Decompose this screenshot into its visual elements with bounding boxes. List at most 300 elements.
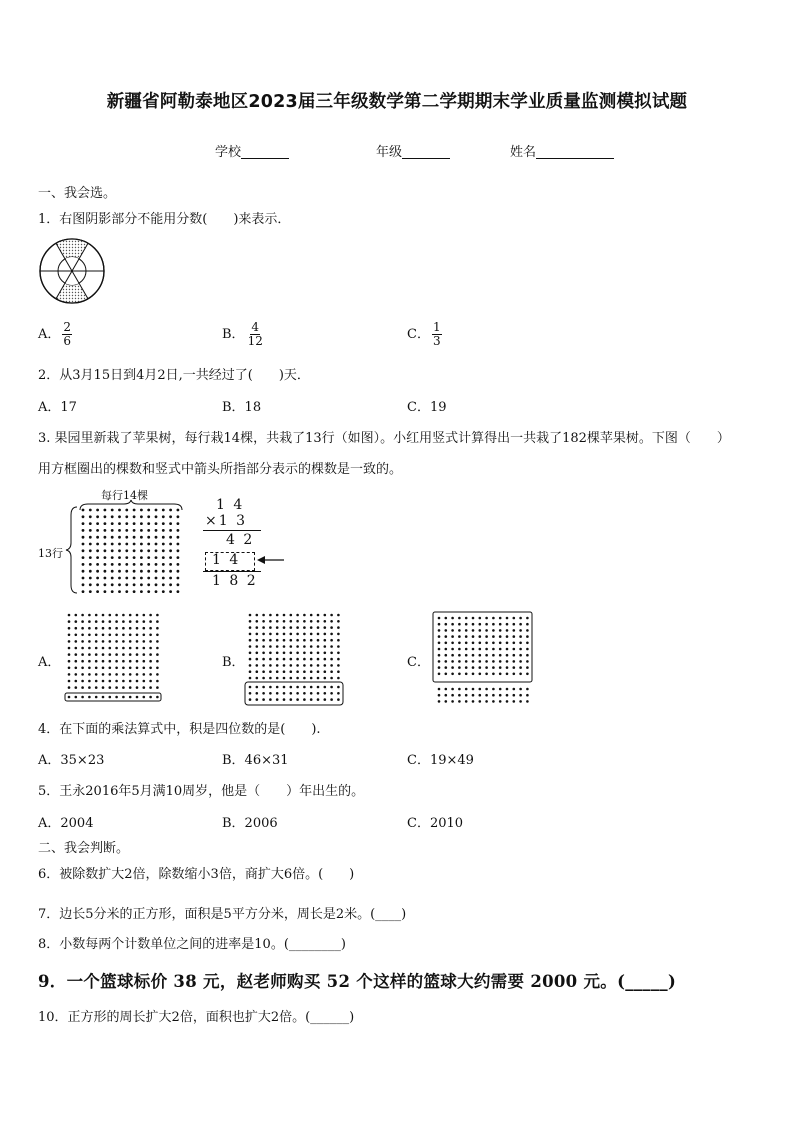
tree-dot xyxy=(111,563,114,566)
tree-dot xyxy=(96,549,99,552)
tree-dot xyxy=(68,696,71,699)
tree-dot xyxy=(256,614,259,617)
tree-dot xyxy=(162,577,165,580)
tree-dot xyxy=(290,686,293,689)
tree-dot xyxy=(140,529,143,532)
tree-dot xyxy=(147,570,150,573)
tree-dot xyxy=(499,694,502,697)
tree-dot xyxy=(438,642,441,645)
tree-dot xyxy=(82,522,85,525)
q1-option-a[interactable]: A． $\frac{2}{6}$ xyxy=(38,320,72,348)
tree-dot xyxy=(472,623,475,626)
tree-dot xyxy=(310,686,313,689)
question-9: 9．一个篮球标价 38 元，赵老师购买 52 个这样的篮球大约需要 2000 元。(_____) xyxy=(38,972,677,991)
tree-dot xyxy=(310,620,313,623)
tree-dot xyxy=(102,660,105,663)
school-field[interactable] xyxy=(215,141,289,160)
tree-dot xyxy=(133,529,136,532)
q3-option-a[interactable]: A． xyxy=(38,655,61,670)
name-label: 姓名 xyxy=(510,145,537,160)
tree-dot xyxy=(485,642,488,645)
tree-dot xyxy=(111,543,114,546)
tree-dot xyxy=(95,614,98,617)
tree-dot xyxy=(81,614,84,617)
tree-dot xyxy=(140,543,143,546)
tree-dot xyxy=(95,673,98,676)
tree-dot xyxy=(125,522,128,525)
tree-dot xyxy=(438,654,441,657)
tree-dot xyxy=(109,614,112,617)
tree-dot xyxy=(162,583,165,586)
tree-dot xyxy=(177,509,180,512)
tree-dot xyxy=(283,698,286,701)
q1-option-c[interactable]: C． $\frac{1}{3}$ xyxy=(407,320,441,348)
tree-dot xyxy=(269,677,272,680)
tree-dot xyxy=(156,660,159,663)
q3-option-c[interactable]: C． xyxy=(407,655,430,670)
tree-dot xyxy=(111,536,114,539)
tree-dot xyxy=(125,563,128,566)
tree-dot xyxy=(290,620,293,623)
tree-dot xyxy=(506,673,509,676)
tree-dot xyxy=(337,626,340,629)
tree-dot xyxy=(68,640,71,643)
tree-dot xyxy=(451,648,454,651)
tree-dot xyxy=(269,698,272,701)
tree-dot xyxy=(499,700,502,703)
tree-dot xyxy=(526,617,529,620)
q3-option-b-grid[interactable] xyxy=(244,611,344,707)
tree-dot xyxy=(438,700,441,703)
tree-dot xyxy=(485,700,488,703)
tree-dot xyxy=(115,640,118,643)
q3-option-b[interactable]: B． xyxy=(222,655,245,670)
tree-dot xyxy=(143,653,146,656)
tree-dot xyxy=(303,626,306,629)
tree-dot xyxy=(283,645,286,648)
tree-dot xyxy=(513,673,516,676)
tree-dot xyxy=(82,515,85,518)
tree-dot xyxy=(310,614,313,617)
tree-dot xyxy=(438,694,441,697)
tree-dot xyxy=(438,629,441,632)
tree-dot xyxy=(249,692,252,695)
tree-dot xyxy=(296,677,299,680)
q5-option-c[interactable]: C．2010 xyxy=(407,816,464,831)
tree-dot xyxy=(89,515,92,518)
tree-dot xyxy=(492,654,495,657)
rows-label: 13行 xyxy=(38,547,63,560)
tree-dot xyxy=(109,620,112,623)
tree-dot xyxy=(445,700,448,703)
tree-dot xyxy=(129,634,132,637)
tree-dot xyxy=(143,673,146,676)
tree-dot xyxy=(140,583,143,586)
tree-dot xyxy=(136,640,139,643)
tree-dot xyxy=(169,570,172,573)
tree-dot xyxy=(310,633,313,636)
tree-dot xyxy=(519,629,522,632)
tree-dot xyxy=(492,642,495,645)
tree-dot xyxy=(125,509,128,512)
tree-dot xyxy=(118,549,121,552)
tree-dot xyxy=(324,686,327,689)
tree-dot xyxy=(104,570,107,573)
q1-option-b[interactable]: B． $\frac{4}{12}$ xyxy=(222,320,263,348)
tree-dot xyxy=(177,577,180,580)
q4-option-b[interactable]: B．46×31 xyxy=(222,753,289,768)
tree-dot xyxy=(129,667,132,670)
tree-dot xyxy=(143,686,146,689)
tree-dot xyxy=(75,673,78,676)
tree-dot xyxy=(68,686,71,689)
tree-dot xyxy=(330,670,333,673)
tree-dot xyxy=(458,673,461,676)
tree-dot xyxy=(109,696,112,699)
tree-dot xyxy=(156,634,159,637)
tree-dot xyxy=(472,660,475,663)
tree-dot xyxy=(136,680,139,683)
tree-dot xyxy=(111,577,114,580)
tree-dot xyxy=(492,673,495,676)
tree-dot xyxy=(519,660,522,663)
tree-dot xyxy=(125,577,128,580)
tree-dot xyxy=(492,617,495,620)
tree-dot xyxy=(492,694,495,697)
q3-option-c-grid[interactable] xyxy=(432,611,534,707)
question-8: 8．小数每两个计数单位之间的进率是10。(________) xyxy=(38,937,346,952)
tree-dot xyxy=(269,614,272,617)
tree-dot xyxy=(303,614,306,617)
tree-dot xyxy=(81,696,84,699)
tree-dot xyxy=(136,647,139,650)
tree-dot xyxy=(149,614,152,617)
tree-dot xyxy=(96,515,99,518)
tree-dot xyxy=(82,577,85,580)
tree-dot xyxy=(269,670,272,673)
tree-dot xyxy=(89,590,92,593)
q2-option-a[interactable]: A．17 xyxy=(38,400,77,415)
q2-option-b[interactable]: B．18 xyxy=(222,400,262,415)
tree-dot xyxy=(337,645,340,648)
grade-field[interactable] xyxy=(376,141,450,160)
tree-dot xyxy=(276,626,279,629)
tree-dot xyxy=(276,645,279,648)
tree-dot xyxy=(499,666,502,669)
tree-dot xyxy=(88,680,91,683)
tree-dot xyxy=(82,536,85,539)
tree-dot xyxy=(122,614,125,617)
tree-dot xyxy=(136,660,139,663)
tree-dot xyxy=(75,634,78,637)
tree-dot xyxy=(451,688,454,691)
tree-dot xyxy=(445,660,448,663)
tree-dot xyxy=(465,654,468,657)
tree-dot xyxy=(479,635,482,638)
tree-dot xyxy=(513,688,516,691)
tree-dot xyxy=(162,590,165,593)
tree-dot xyxy=(337,686,340,689)
tree-dot xyxy=(143,620,146,623)
tree-dot xyxy=(526,694,529,697)
tree-dot xyxy=(262,652,265,655)
tree-dot xyxy=(102,620,105,623)
tree-dot xyxy=(262,670,265,673)
tree-dot xyxy=(125,590,128,593)
tree-dot xyxy=(111,515,114,518)
q5-option-b[interactable]: B．2006 xyxy=(222,816,278,831)
tree-dot xyxy=(102,634,105,637)
tree-dot xyxy=(115,667,118,670)
q5-option-a[interactable]: A．2004 xyxy=(38,816,94,831)
tree-dot xyxy=(499,660,502,663)
tree-dot xyxy=(68,667,71,670)
tree-dot xyxy=(75,696,78,699)
question-3-line1: 3. 果园里新栽了苹果树，每行栽14棵，共栽了13行（如图）。小红用竖式计算得出一共栽了182棵苹果树。下图（ ） xyxy=(38,431,730,446)
tree-dot xyxy=(330,633,333,636)
tree-dot xyxy=(155,583,158,586)
tree-dot xyxy=(499,635,502,638)
tree-dot xyxy=(317,620,320,623)
tree-dot xyxy=(262,698,265,701)
tree-dot xyxy=(118,509,121,512)
selection-box xyxy=(433,612,532,682)
tree-dot xyxy=(68,680,71,683)
tree-dot xyxy=(296,652,299,655)
tree-dot xyxy=(296,670,299,673)
name-field[interactable] xyxy=(510,141,614,160)
tree-dot xyxy=(317,664,320,667)
tree-dot xyxy=(479,648,482,651)
tree-dot xyxy=(118,543,121,546)
tree-dot xyxy=(303,645,306,648)
tree-dot xyxy=(324,614,327,617)
tree-dot xyxy=(140,515,143,518)
tree-dot xyxy=(249,698,252,701)
tree-dot xyxy=(111,549,114,552)
tree-dot xyxy=(162,522,165,525)
q4-option-a[interactable]: A．35×23 xyxy=(38,753,105,768)
tree-dot xyxy=(256,626,259,629)
tree-dot xyxy=(485,635,488,638)
tree-dot xyxy=(458,688,461,691)
tree-dot xyxy=(133,577,136,580)
tree-dot xyxy=(269,692,272,695)
tree-dot xyxy=(96,556,99,559)
tree-dot xyxy=(526,635,529,638)
section-1-heading: 一、我会选。 xyxy=(38,186,117,201)
tree-dot xyxy=(283,664,286,667)
tree-dot xyxy=(88,614,91,617)
tree-dot xyxy=(337,664,340,667)
tree-dot xyxy=(136,686,139,689)
tree-dot xyxy=(169,522,172,525)
tree-dot xyxy=(136,614,139,617)
tree-dot xyxy=(89,583,92,586)
tree-dot xyxy=(303,664,306,667)
tree-dot xyxy=(68,627,71,630)
tree-dot xyxy=(330,677,333,680)
tree-dot xyxy=(177,583,180,586)
tree-dot xyxy=(479,666,482,669)
tree-dot xyxy=(75,614,78,617)
tree-dot xyxy=(104,543,107,546)
tree-dot xyxy=(149,647,152,650)
tree-dot xyxy=(156,647,159,650)
tree-dot xyxy=(465,635,468,638)
tree-dot xyxy=(337,614,340,617)
q3-option-a-grid[interactable] xyxy=(64,611,162,703)
tree-dot xyxy=(102,614,105,617)
tree-dot xyxy=(465,688,468,691)
per-row-label: 每行14棵 xyxy=(101,489,148,502)
tree-dot xyxy=(290,698,293,701)
tree-dot xyxy=(136,620,139,623)
tree-dot xyxy=(330,614,333,617)
tree-dot xyxy=(526,660,529,663)
tree-dot xyxy=(519,700,522,703)
tree-dot xyxy=(155,577,158,580)
tree-dot xyxy=(317,639,320,642)
tree-dot xyxy=(276,633,279,636)
tree-dot xyxy=(451,694,454,697)
tree-dot xyxy=(492,629,495,632)
tree-dot xyxy=(290,677,293,680)
tree-dot xyxy=(499,642,502,645)
tree-dot xyxy=(296,626,299,629)
tree-dot xyxy=(324,677,327,680)
tree-dot xyxy=(249,639,252,642)
tree-dot xyxy=(125,570,128,573)
tree-dot xyxy=(75,680,78,683)
tree-dot xyxy=(479,688,482,691)
tree-dot xyxy=(492,635,495,638)
tree-dot xyxy=(445,642,448,645)
tree-dot xyxy=(169,509,172,512)
tree-dot xyxy=(458,635,461,638)
q4-option-c[interactable]: C．19×49 xyxy=(407,753,474,768)
tree-dot xyxy=(458,700,461,703)
tree-dot xyxy=(506,642,509,645)
tree-dot xyxy=(458,629,461,632)
tree-dot xyxy=(290,626,293,629)
calc-result: 1 8 2 xyxy=(212,573,258,589)
tree-dot xyxy=(122,653,125,656)
tree-dot xyxy=(122,627,125,630)
tree-dot xyxy=(95,640,98,643)
tree-dot xyxy=(310,664,313,667)
tree-dot xyxy=(95,696,98,699)
tree-dot xyxy=(82,570,85,573)
tree-dot xyxy=(115,627,118,630)
tree-dot xyxy=(104,515,107,518)
tree-dot xyxy=(283,658,286,661)
tree-dot xyxy=(276,677,279,680)
tree-dot xyxy=(133,509,136,512)
tree-dot xyxy=(118,583,121,586)
tree-dot xyxy=(438,617,441,620)
tree-dot xyxy=(438,635,441,638)
tree-dot xyxy=(276,620,279,623)
calc-line-1 xyxy=(203,530,261,531)
tree-dot xyxy=(513,635,516,638)
tree-dot xyxy=(122,673,125,676)
tree-dot xyxy=(68,647,71,650)
tree-dot xyxy=(256,670,259,673)
tree-dot xyxy=(143,627,146,630)
tree-dot xyxy=(169,577,172,580)
tree-dot xyxy=(125,543,128,546)
tree-dot xyxy=(155,563,158,566)
tree-dot xyxy=(102,627,105,630)
tree-dot xyxy=(256,686,259,689)
tree-dot xyxy=(95,660,98,663)
tree-dot xyxy=(262,645,265,648)
tree-dot xyxy=(129,627,132,630)
tree-dot xyxy=(140,536,143,539)
tree-dot xyxy=(115,673,118,676)
tree-dot xyxy=(169,536,172,539)
tree-dot xyxy=(118,577,121,580)
tree-dot xyxy=(296,658,299,661)
tree-dot xyxy=(147,509,150,512)
tree-dot xyxy=(324,639,327,642)
tree-dot xyxy=(143,640,146,643)
tree-dot xyxy=(155,590,158,593)
tree-dot xyxy=(129,614,132,617)
tree-dot xyxy=(296,664,299,667)
tree-dot xyxy=(337,670,340,673)
tree-dot xyxy=(269,620,272,623)
tree-dot xyxy=(88,667,91,670)
tree-dot xyxy=(317,677,320,680)
tree-dot xyxy=(337,658,340,661)
tree-dot xyxy=(276,698,279,701)
tree-dot xyxy=(451,654,454,657)
tree-dot xyxy=(118,536,121,539)
tree-dot xyxy=(485,629,488,632)
tree-dot xyxy=(317,626,320,629)
tree-dot xyxy=(506,660,509,663)
tree-dot xyxy=(472,648,475,651)
tree-dot xyxy=(472,666,475,669)
tree-dot xyxy=(82,583,85,586)
tree-dot xyxy=(330,652,333,655)
tree-dot xyxy=(472,642,475,645)
tree-dot xyxy=(147,583,150,586)
tree-dot xyxy=(143,634,146,637)
tree-dot xyxy=(162,563,165,566)
tree-dot xyxy=(149,620,152,623)
tree-dot xyxy=(96,543,99,546)
tree-dot xyxy=(492,623,495,626)
tree-dot xyxy=(330,626,333,629)
tree-dot xyxy=(513,629,516,632)
tree-dot xyxy=(249,670,252,673)
q2-option-c[interactable]: C．19 xyxy=(407,400,447,415)
tree-dot xyxy=(506,617,509,620)
tree-dot xyxy=(506,635,509,638)
selection-box xyxy=(245,682,343,705)
tree-dot xyxy=(303,652,306,655)
tree-dot xyxy=(438,673,441,676)
tree-dot xyxy=(485,666,488,669)
tree-dot xyxy=(485,617,488,620)
tree-dot xyxy=(109,667,112,670)
tree-dot xyxy=(140,570,143,573)
question-2: 2．从3月15日到4月2日,一共经过了( )天． xyxy=(38,368,310,383)
tree-dot xyxy=(89,509,92,512)
